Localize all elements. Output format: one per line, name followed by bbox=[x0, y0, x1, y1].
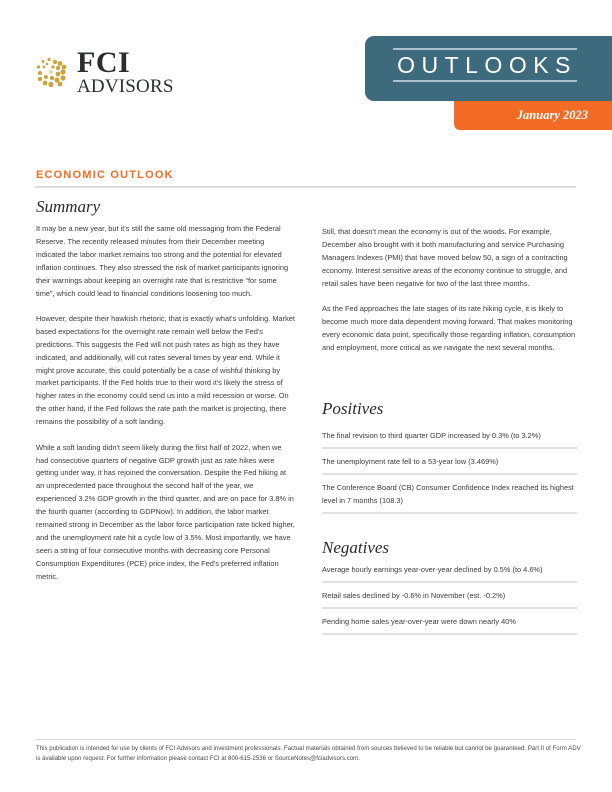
banner-rule-bottom bbox=[393, 80, 577, 82]
summary-paragraph: Still, that doesn't mean the economy is out of the woods. For example, December also brought with it both manufacturing and service Purchasing Managers Indexes (PMI) that have moved below 50, a sign of a contracting economy. Interest sensitive areas of the economy continue to struggle, and retail sales have been negative for two of the last three months. bbox=[322, 227, 568, 288]
footer-divider bbox=[35, 739, 576, 740]
outlooks-banner bbox=[365, 36, 612, 101]
negative-item: Pending home sales year-over-year were down nearly 40% bbox=[322, 615, 577, 635]
logo-fci: FCI bbox=[77, 46, 131, 79]
fci-advisors-logo bbox=[34, 48, 174, 96]
section-label: ECONOMIC OUTLOOK bbox=[36, 169, 174, 181]
positive-item: The Conference Board (CB) Consumer Confidence Index reached its highest level in 7 months (108.3) bbox=[322, 481, 577, 514]
summary-paragraph: As the Fed approaches the late stages of its rate hiking cycle, it is likely to become much more data dependent moving forward. That makes monitoring every economic data point, specifically those regarding inflation, consumption and employment, more critical as we navigate the next several months. bbox=[322, 304, 576, 352]
negative-item: Retail sales declined by -0.6% in November (est. -0.2%) bbox=[322, 589, 577, 609]
negative-item: Average hourly earnings year-over-year declined by 0.5% (to 4.6%) bbox=[322, 563, 577, 583]
section-divider bbox=[35, 186, 576, 188]
positives-list bbox=[322, 429, 577, 520]
summary-paragraph: It may be a new year, but it's still the same old messaging from the Federal Reserve. The recently released minutes from their December meeting indicated the labor market remains too strong and the potential for elevated inflation continues. They also stressed the risk of market participants ignoring their warnings about keeping an overnight rate that is restrictive “for some time”, which could lead to financial conditions loosening too much. bbox=[36, 224, 289, 298]
footer-disclaimer: This publication is intended for use by clients of FCI Advisors and investment professionals. Factual materials obtained from sources believed to be reliable but cannot be guaranteed. Part II of Form ADV is available upon request. For further information please contact FCI at 800-615-2536 or SourceNotes@fciadvisors.com. bbox=[36, 745, 581, 762]
globe-dots-icon bbox=[34, 55, 68, 89]
positives-heading: Positives bbox=[322, 399, 384, 418]
date-tab bbox=[454, 101, 612, 130]
negatives-list bbox=[322, 563, 577, 641]
summary-column-left bbox=[36, 196, 295, 596]
summary-heading: Summary bbox=[36, 197, 101, 216]
issue-date: January 2023 bbox=[516, 108, 588, 122]
summary-paragraph: While a soft landing didn't seem likely during the first half of 2022, when we had consecutive quarters of negative GDP growth just as rate hikes were getting under way, it has rejoined the conversation. Despite the Fed hiking at an unprecedented pace throughout the second half of the year, we experienced 3.2% GDP growth in the third quarter, and are on pace for 3.8% in the fourth quarter (according to GDPNow). In addition, the labor market remained strong in December as the labor force participation rate ticked higher, and the unemployment rate hit a cycle low of 3.5%. Most importantly, we have seen a string of four consecutive months with decreasing core Personal Consumption Expenditures (PCE) price index, the Fed's preferred inflation metric. bbox=[36, 442, 295, 581]
positive-item: The unemployment rate fell to a 53-year low (3.469%) bbox=[322, 455, 577, 475]
summary-paragraph: However, despite their hawkish rhetoric, that is exactly what's unfolding. Market based expectations for the overnight rate remain well below the Fed's predictions. This suggests the Fed will not push rates as high as they have indicated, and additionally, will cut rates several times by year end. While it might prove accurate, this could potentially be a case of wishful thinking by market participants. If the Fed holds true to their word it's likely the stress of higher rates in the economy could send us into a mild recession or worse. On the other hand, if the Fed follows the rate path the market is projecting, there remains the possibility of a soft landing. bbox=[36, 313, 295, 427]
banner-title: OUTLOOKS bbox=[397, 52, 577, 78]
logo-wordmark bbox=[77, 48, 174, 96]
summary-column-right bbox=[322, 226, 577, 367]
negatives-heading: Negatives bbox=[322, 538, 390, 557]
logo-advisors: ADVISORS bbox=[77, 76, 174, 97]
positive-item: The final revision to third quarter GDP increased by 0.3% (to 3.2%) bbox=[322, 429, 577, 449]
